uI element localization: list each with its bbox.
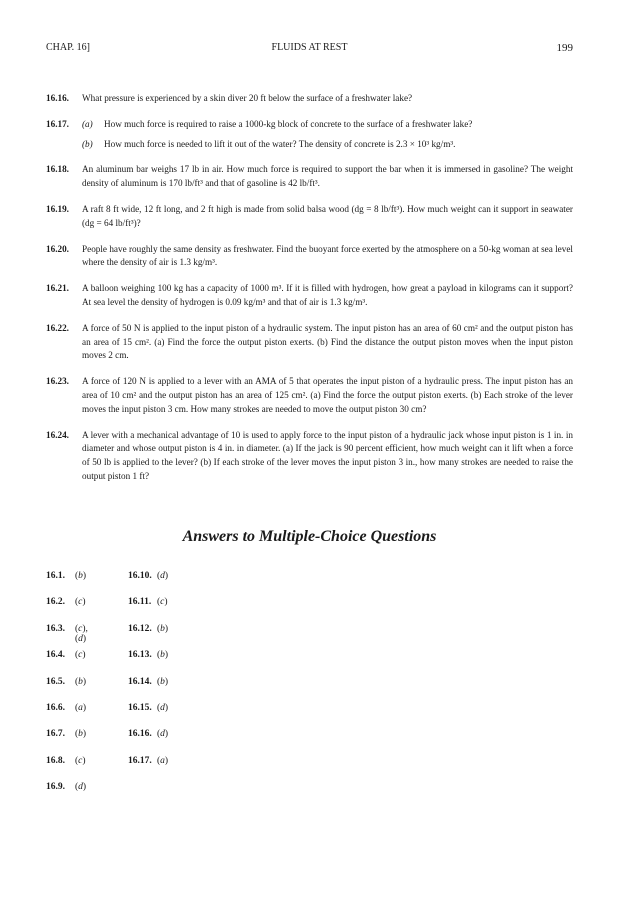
problem-part-b	[82, 138, 573, 152]
problem-16-23	[46, 375, 573, 416]
problem-number: 16.18.	[46, 164, 69, 175]
problem-number: 16.22.	[46, 322, 69, 333]
answer-number: 16.5.	[46, 676, 65, 687]
problem-16-24	[46, 429, 573, 484]
answer-value: (c)	[75, 597, 86, 608]
answer-number: 16.3.	[46, 623, 65, 634]
problem-text: People have roughly the same density as freshwater. Find the buoyant force exerted by the atmosphere on a 50-kg woman at sea level where the density of air is 1.3 kg/m³.	[82, 243, 573, 268]
answer-value: (b)	[75, 729, 87, 740]
answer-value: (a)	[157, 755, 169, 766]
problem-16-22	[46, 322, 573, 363]
problem-number: 16.16.	[46, 93, 69, 103]
problem-text: A balloon weighing 100 kg has a capacity of 1000 m³. If it is filled with hydrogen, how great a payload in kilograms can it support? At sea level the density of hydrogen is 0.09 kg/m³ and that of air is 1.3 kg/m³.	[82, 283, 573, 307]
problem-16-16	[46, 92, 573, 106]
answer-number: 16.15.	[128, 702, 152, 713]
answer-number: 16.14.	[128, 676, 152, 687]
answer-value: (c), (d)	[75, 623, 88, 644]
answer-value: (b)	[75, 571, 87, 581]
problem-16-17	[46, 118, 573, 152]
answer-number: 16.10.	[128, 571, 152, 581]
answers-heading: Answers to Multiple-Choice Questions	[182, 528, 437, 545]
problem-text: A force of 120 N is applied to a lever with an AMA of 5 that operates the input piston of a hydraulic press. The input piston has an area of 10 cm² and the output piston has an area of 125 cm². (a) Find the force the output piston exerts. (b) Each stroke of the lever moves the input piston 3 cm. How many strokes are needed to move the output piston 30 cm?	[82, 376, 573, 414]
problem-list	[46, 92, 573, 496]
part-label: (a)	[82, 118, 93, 129]
answer-value: (a)	[75, 702, 87, 713]
answer-value: (b)	[157, 623, 169, 634]
problem-16-19	[46, 203, 573, 231]
problem-text: A lever with a mechanical advantage of 10 is used to apply force to the input piston of a hydraulic jack whose input piston is 1 in. in diameter and whose output piston is 4 in. in diameter. (a) If the jack is 90 percent efficient, how much weight can it lift when a force of 50 lb is applied to the lever? (b) If each stroke of the lever moves the input piston 3 in., how many strokes are needed to raise the output piston 1 ft?	[82, 429, 573, 481]
problem-text: A raft 8 ft wide, 12 ft long, and 2 ft high is made from solid balsa wood (dg = 8 lb/ft³). How much weight can it support in seawater (dg = 64 lb/ft³)?	[82, 203, 573, 228]
problem-text: What pressure is experienced by a skin diver 20 ft below the surface of a freshwater lake?	[82, 93, 413, 103]
chapter-label: CHAP. 16]	[46, 42, 90, 53]
problem-number: 16.21.	[46, 283, 69, 294]
part-label: (b)	[82, 138, 93, 149]
answer-number: 16.8.	[46, 755, 65, 766]
answer-number: 16.13.	[128, 650, 152, 661]
answer-value: (b)	[75, 676, 87, 687]
answer-value: (c)	[157, 597, 168, 608]
answer-number: 16.12.	[128, 623, 152, 634]
answer-number: 16.16.	[128, 729, 152, 740]
problem-text: A force of 50 N is applied to the input piston of a hydraulic system. The input piston has an area of 60 cm² and the output piston has an area of 15 cm². (a) Find the force the output piston exerts. (b) Find the distance the output piston moves when the input piston moves 2 cm.	[82, 322, 573, 361]
answer-number: 16.9.	[46, 782, 65, 793]
answer-number: 16.2.	[46, 597, 65, 608]
answer-value: (c)	[75, 650, 86, 661]
answer-value: (b)	[157, 650, 169, 661]
problem-number: 16.24.	[46, 429, 69, 440]
answer-number: 16.7.	[46, 729, 65, 740]
problem-number: 16.20.	[46, 243, 69, 254]
answer-value: (d)	[157, 729, 169, 740]
problem-number: 16.19.	[46, 203, 69, 214]
problem-16-18	[46, 163, 573, 191]
answer-value: (c)	[75, 755, 86, 766]
page-header	[46, 42, 573, 56]
page-number: 199	[556, 42, 573, 54]
part-text: How much force is needed to lift it out of the water? The density of concrete is 2.3 × 10³ kg/m³.	[104, 138, 456, 149]
part-text: How much force is required to raise a 1000-kg block of concrete to the surface of a freshwater lake?	[104, 118, 473, 129]
problem-part-a	[82, 118, 573, 132]
answer-number: 16.4.	[46, 650, 65, 661]
answer-number: 16.17.	[128, 755, 152, 766]
problem-16-20	[46, 243, 573, 271]
answer-number: 16.11.	[128, 597, 152, 608]
answer-number: 16.1.	[46, 571, 65, 581]
problem-16-21	[46, 282, 573, 310]
problem-text: An aluminum bar weighs 17 lb in air. How much force is required to support the bar when it is immersed in gasoline? The weight density of aluminum is 170 lb/ft³ and that of gasoline is 42 lb/ft³.	[82, 164, 573, 189]
answer-value: (d)	[157, 571, 169, 581]
answer-number: 16.6.	[46, 702, 65, 713]
problem-number: 16.23.	[46, 376, 69, 387]
problem-number: 16.17.	[46, 118, 69, 129]
answer-value: (d)	[75, 782, 87, 793]
answer-value: (b)	[157, 676, 169, 687]
answer-value: (d)	[157, 702, 169, 713]
running-title: FLUIDS AT REST	[271, 42, 348, 53]
